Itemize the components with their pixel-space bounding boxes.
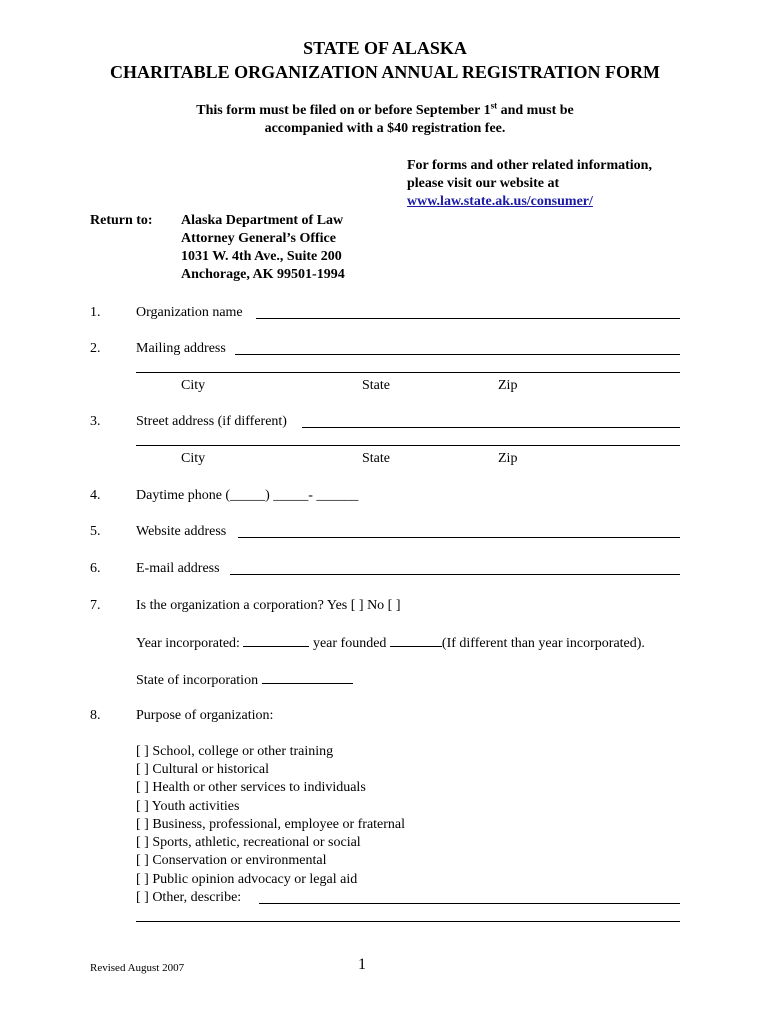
purpose-checkbox[interactable]: [ ] Business, professional, employee or fraternal: [136, 817, 406, 832]
organization-name-label: Organization name: [136, 305, 243, 320]
zip-label: Zip: [498, 451, 518, 466]
form-title-line1: STATE OF ALASKA: [303, 38, 467, 58]
item-number: 6.: [90, 561, 101, 576]
year-incorporated-row: [136, 633, 645, 653]
year-founded-label: year founded: [309, 636, 390, 651]
purpose-checkbox-other[interactable]: [ ] Other, describe:: [136, 890, 242, 905]
corporation-question[interactable]: Is the organization a corporation? Yes [ ] No [ ]: [136, 598, 401, 613]
return-address-line: Attorney General’s Office: [181, 231, 336, 246]
year-founded-note: (If different than year incorporated).: [441, 636, 645, 651]
return-address-line: 1031 W. 4th Ave., Suite 200: [181, 249, 342, 264]
other-describe-line2-field[interactable]: [136, 921, 680, 922]
email-address-label: E-mail address: [136, 561, 220, 576]
item-number: 7.: [90, 598, 101, 613]
mailing-address-label: Mailing address: [136, 341, 226, 356]
info-line1: For forms and other related information,: [407, 158, 652, 173]
item-number: 2.: [90, 341, 101, 356]
other-describe-field[interactable]: [259, 903, 680, 904]
website-address-label: Website address: [136, 524, 227, 539]
purpose-checkbox[interactable]: [ ] Conservation or environmental: [136, 853, 327, 868]
city-label: City: [181, 378, 206, 393]
organization-name-field[interactable]: [256, 318, 680, 319]
item-number: 8.: [90, 708, 101, 723]
form-title-line2: CHARITABLE ORGANIZATION ANNUAL REGISTRATION FORM: [109, 62, 661, 82]
purpose-checkbox[interactable]: [ ] Cultural or historical: [136, 762, 269, 777]
year-incorporated-label: Year incorporated:: [136, 636, 244, 651]
street-address-field[interactable]: [302, 427, 680, 428]
info-line2: please visit our website at: [407, 176, 560, 191]
mailing-address-line2-field[interactable]: [136, 372, 680, 373]
item-number: 5.: [90, 524, 101, 539]
city-label: City: [181, 451, 206, 466]
item-number: 1.: [90, 305, 101, 320]
mailing-address-field[interactable]: [235, 354, 680, 355]
purpose-checkbox[interactable]: [ ] School, college or other training: [136, 744, 334, 759]
email-address-field[interactable]: [230, 574, 680, 575]
street-address-line2-field[interactable]: [136, 445, 680, 446]
website-link[interactable]: www.law.state.ak.us/consumer/: [407, 194, 593, 209]
purpose-label: Purpose of organization:: [136, 708, 274, 723]
state-label: State: [362, 378, 390, 393]
zip-label: Zip: [498, 378, 518, 393]
filing-notice-line1: This form must be filed on or before September 1st and must be: [196, 100, 574, 118]
purpose-checkbox[interactable]: [ ] Sports, athletic, recreational or social: [136, 835, 361, 850]
year-incorporated-field[interactable]: [243, 633, 309, 647]
year-founded-field[interactable]: [390, 633, 442, 647]
street-address-label: Street address (if different): [136, 414, 287, 429]
purpose-checkbox[interactable]: [ ] Public opinion advocacy or legal aid: [136, 872, 358, 887]
purpose-checkbox[interactable]: [ ] Health or other services to individuals: [136, 780, 366, 795]
return-to-label: Return to:: [90, 213, 153, 228]
state-of-incorporation-field[interactable]: [262, 670, 353, 684]
state-of-incorporation-row: [136, 670, 353, 690]
item-number: 4.: [90, 488, 101, 503]
item-number: 3.: [90, 414, 101, 429]
daytime-phone-field[interactable]: Daytime phone (_____) _____- ______: [136, 488, 359, 503]
state-label: State: [362, 451, 390, 466]
page-number: 1: [358, 956, 366, 973]
filing-notice-line2: accompanied with a $40 registration fee.: [264, 121, 506, 136]
revised-date: Revised August 2007: [90, 962, 185, 974]
return-address-line: Alaska Department of Law: [181, 213, 344, 228]
state-of-incorporation-label: State of incorporation: [136, 673, 259, 688]
website-address-field[interactable]: [238, 537, 680, 538]
purpose-checkbox[interactable]: [ ] Youth activities: [136, 799, 240, 814]
return-address-line: Anchorage, AK 99501-1994: [181, 267, 345, 282]
